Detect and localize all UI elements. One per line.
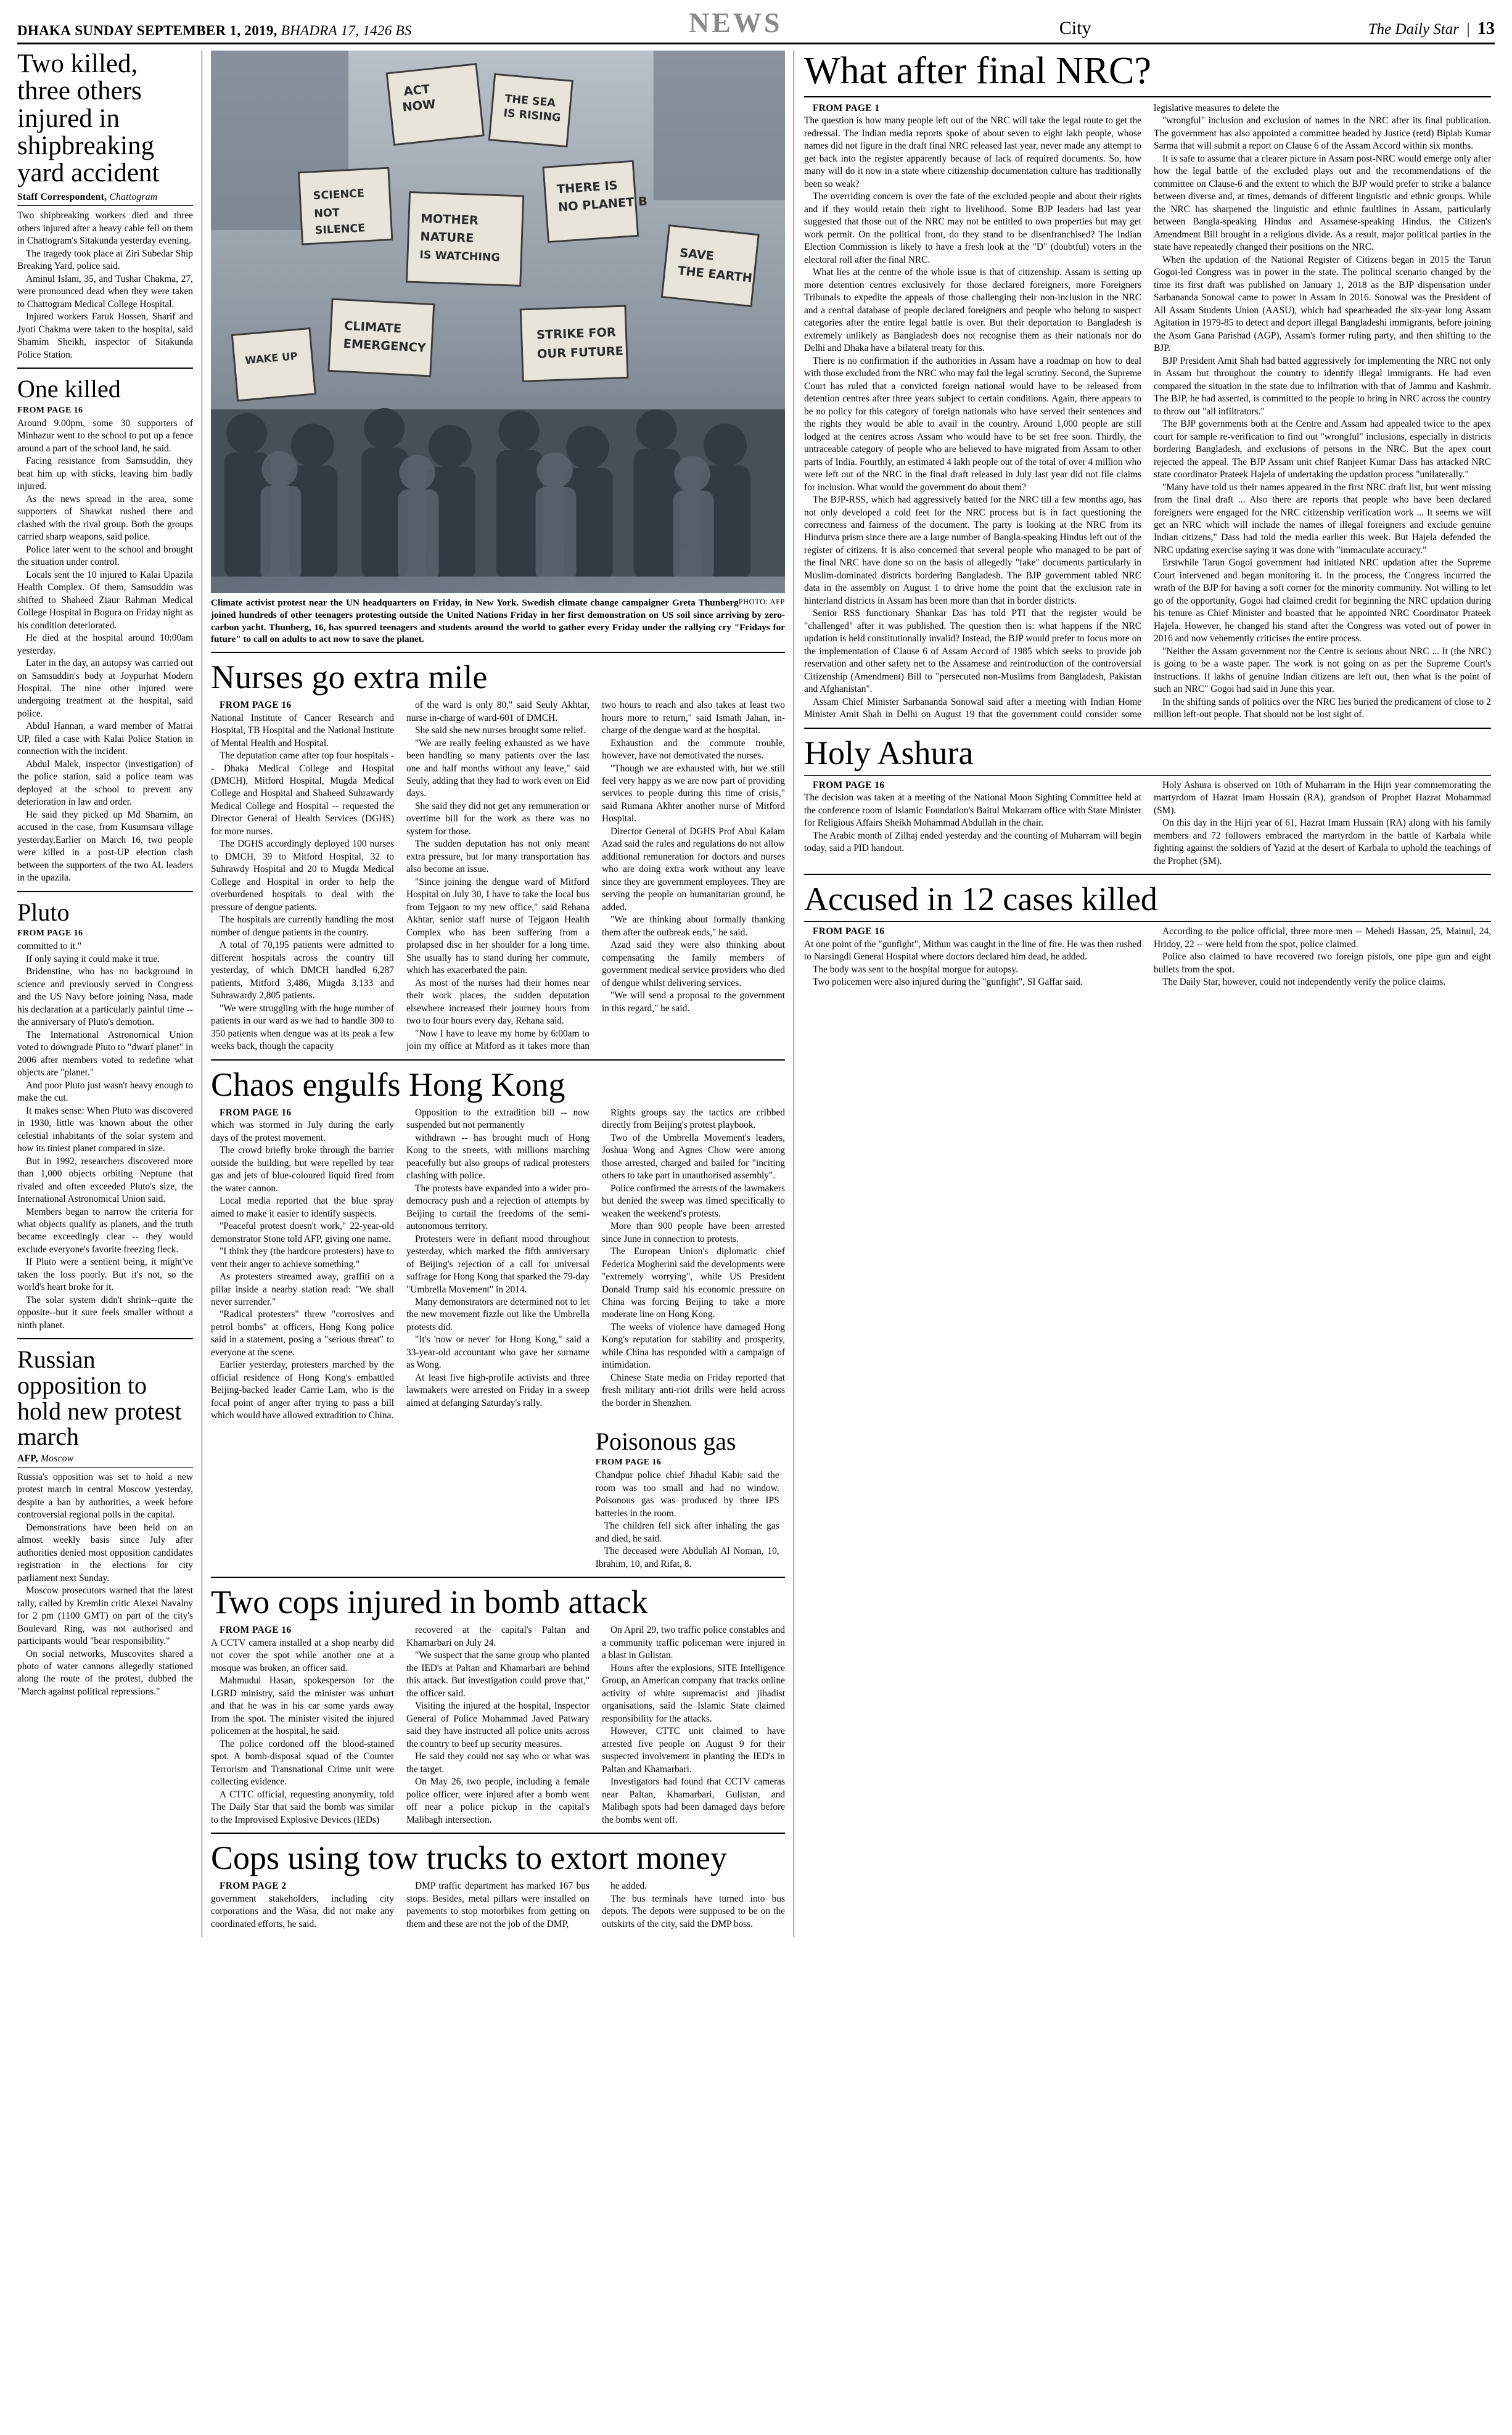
paragraph: Two of the Umbrella Movement's leaders, Joshua Wong and Agnes Chow were among those arrested, charged and bailed for "inciting others to take part in unauthorised assembly". <box>602 1132 785 1181</box>
paragraph: Aminul Islam, 35, and Tushar Chakma, 27, were pronounced dead when they were taken to Chattogram Medical College Hospital. <box>17 273 193 310</box>
paragraph: The Daily Star, however, could not independently verify the police claims. <box>1162 977 1446 988</box>
paragraph: Erstwhile Tarun Gogoi government had initiated NRC updation after the Supreme Court intervened and began monitoring it. In the process, the Congress incurred the wrath of the BJP for having a soft corner for the minority community. Not willing to let go of the opportunity, Gogoi had claimed credit for beginning the NRC updation during his tenure as Chief Minister and boasted that he appointed NRC Coordinator Prateek Hajela. However, he changed his stand after the Congress was voted out of power in 2016 and now vehemently criticises the entire process. <box>1154 557 1491 644</box>
paragraph: Mahmudul Hasan, spokesperson for the LGRD ministry, said the minister was unhurt and that he was in his car some yards away from the spot. The minister visited the injured policemen at the hospital, he said. <box>211 1675 394 1737</box>
divider <box>804 775 1491 776</box>
paragraph: Demonstrations have been held on an almost weekly basis since July after authorities denied most opposition candidates registration in the elections for city parliament next Sunday. <box>17 1522 193 1583</box>
paragraph: "We are thinking about formally thanking them after the outbreak ends," he said. <box>602 914 785 938</box>
byline <box>17 192 193 203</box>
paragraph: Police confirmed the arrests of the lawmakers but denied the sweep was timed specifically to weaken the weekend's protests. <box>602 1183 785 1219</box>
article-headline: Accused in 12 cases killed <box>804 881 1157 918</box>
jumpline: FROM PAGE 16 <box>220 1107 292 1118</box>
svg-text:THERE IS: THERE IS <box>556 178 618 197</box>
paragraph: At one point of the "gunfight", Mithun was caught in the line of fire. He was then rushed to Narsingdi General Hospital where doctors declared him dead, he added. <box>804 938 1141 963</box>
article-headline: Two killed, three others injured in shipbreaking yard accident <box>17 49 160 188</box>
paragraph: The Arabic month of Zilhaj ended yesterday and the counting of Muharram will begin today, said a PID handout. <box>804 830 1141 854</box>
paragraph: She said she new nurses brought some relief. <box>415 725 586 736</box>
page-columns <box>17 51 1495 1937</box>
svg-text:NO PLANET B: NO PLANET B <box>557 194 648 215</box>
svg-text:SCIENCE: SCIENCE <box>313 187 365 203</box>
jumpline: FROM PAGE 1 <box>813 103 880 113</box>
paragraph: The bus terminals have turned into bus depots. The depots were supposed to be on the outskirts of the city, said the DMP boss. <box>602 1893 785 1929</box>
paragraph: Assam Chief Minister Sarbananda Sonowal said after a meeting with Indian Home Minister Amit Shah in Delhi on August 19 that the government could consider some legislative measures to delete the <box>804 103 1280 720</box>
paragraph: As protesters streamed away, graffiti on a pillar inside a nearby station read: "We shall never surrender." <box>211 1271 394 1307</box>
masthead-left <box>17 23 412 39</box>
article-bomb-attack <box>211 1577 785 1826</box>
article-nrc <box>804 52 1491 721</box>
paragraph: He said they picked up Md Shamim, an accused in the case, from Kusumsara village yesterday.Earlier on March 16, two people were killed in a post-UP election clash between the supporters of the two AL leaders in the upazila. <box>17 809 193 884</box>
page-number: 13 <box>1477 19 1495 38</box>
jumpline: FROM PAGE 16 <box>813 926 885 937</box>
paragraph: Chandpur police chief Jihadul Kabir said the room was too small and had no window. Poisonous gas was produced by three IPS batteries in the room. <box>595 1470 779 1519</box>
article-headline: Russian opposition to hold new protest march <box>17 1345 182 1451</box>
paragraph: The deceased were Abdullah Al Noman, 10, Ibrahim, 10, and Rifat, 8. <box>595 1546 779 1569</box>
paragraph: If Pluto were a sentient being, it might've taken the loss poorly. But it's not, so the world's heart broke for it. <box>17 1257 193 1293</box>
paragraph: The police cordoned off the blood-stained spot. A bomb-disposal squad of the Counter Terrorism and Transnational Crime unit were collecting evidence. <box>211 1738 394 1788</box>
article-body <box>211 1107 785 1423</box>
svg-text:THE SEA: THE SEA <box>504 92 556 110</box>
article-headline: Cops using tow trucks to extort money <box>211 1839 727 1877</box>
svg-text:SILENCE: SILENCE <box>314 222 366 237</box>
paragraph: The International Astronomical Union voted to downgrade Pluto to "dwarf planet" in 2006 after members voted to redefine what objects are "planet." <box>17 1029 193 1078</box>
svg-text:CLIMATE: CLIMATE <box>343 318 402 336</box>
svg-text:IS WATCHING: IS WATCHING <box>419 248 501 265</box>
paragraph: Azad said they were also thinking about compensating the family members of government medical service providers who died of dengue whilst delivering services. <box>602 940 785 988</box>
jumpline: FROM PAGE 16 <box>17 929 83 938</box>
divider <box>17 205 193 206</box>
paragraph: The overriding concern is over the fate of the excluded people and about their rights and if they would retain their right to livelihood. Some BJP leaders had last year suggested that those out of the NRC may not be entitled to own properties but may get work permit. On the political front, do they stand to be disenfranchised? The Indian Election Commission is likely to have a fresh look at the "D" (doubtful) voters in the electoral roll after the final NRC. <box>804 191 1141 265</box>
paragraph: The solar system didn't shrink--quite the opposite--but it sure feels smaller without a ninth planet. <box>17 1294 193 1331</box>
article-headline: Poisonous gas <box>595 1427 736 1455</box>
masthead-section-label: City <box>1059 18 1091 38</box>
paragraph: On May 26, two people, including a female police officer, were injured after a bomb went off near a police pickup in the capital's Malibagh intersection. <box>406 1776 590 1825</box>
paragraph: The protests have expanded into a wider pro-democracy push and a rejection of attempts by Beijing to curtail the freedoms of the semi-autonomous territory. <box>406 1183 590 1232</box>
column-right <box>794 51 1491 1937</box>
paragraph: The question is how many people left out of the NRC will take the legal route to get the redressal. The Indian media reports spoke of about seven to eight lakh people, whose names did not figure in the draft final NRC released last year, never made any attempt to get back into the register apparently because of lack of required documents. So, how many will do it now in a state where citizenship documentation culture has traditionally been so weak? <box>804 115 1141 189</box>
paragraph: A CTTC official, requesting anonymity, told The Daily Star that said the bomb was similar to the Improvised Explosive Devices (IEDs) <box>211 1789 394 1825</box>
masthead-divider: | <box>1463 21 1474 38</box>
paragraph: "Neither the Assam government nor the Centre is serious about NRC ... It (the NRC) is going to be a waste paper. The work is not going on as per the Supreme Court's instructions. If lakhs of genuine Indian citizens are left out, then what is the point of such an NRC" Gogoi had said in June this year. <box>1154 646 1491 695</box>
paragraph: As the news spread in the area, some supporters of Shawkat rushed there and clashed with the rival group. Both the groups carried sharp weapons, said police. <box>17 493 193 543</box>
paragraph: There is no confirmation if the authorities in Assam have a roadmap on how to deal with those excluded from the NRC who may fail the legal scrutiny. Second, the Supreme Court has ruled that a convicted foreign national would have to be released from detention centres after three years subject to certain conditions. Again, there appears to be no policy for this category of foreign nationals who have served their sentences and the rights they would be able to avail in the country. Around 1,000 people are still lodged at the centres across Assam who would have to be set free soon. Thirdly, the untraceable category of people who are believed to have migrated from Assam to other parts of India. Fourthly, an estimated 4 lakh people out of the total of over 4 million who were left out of the NRC in the final draft released in July last year did not file claims for inclusion. What would the government do about them? <box>804 355 1141 493</box>
paragraph: The sudden deputation has not only meant extra pressure, but for many transportation has also become an issue. <box>406 839 590 875</box>
article-headline: Nurses go extra mile <box>211 659 488 696</box>
svg-text:THE EARTH: THE EARTH <box>677 263 753 285</box>
paragraph: Members began to narrow the criteria for what objects qualify as planets, and the truth became exceedingly clear -- they would exclude everyone's favorite freezing fleck. <box>17 1206 193 1255</box>
svg-text:OUR FUTURE: OUR FUTURE <box>536 343 624 361</box>
paragraph: Injured workers Faruk Hossen, Sharif and Jyoti Chakma were taken to the hospital, said Shamim Sheikh, inspector of Sitakunda Police Station. <box>17 311 193 360</box>
paragraph: Bridenstine, who has no background in science and previously served in Congress and the US Navy before joining Nasa, made his declaration at a particularly painful time -- the anniversary of Pluto's demotion. <box>17 966 193 1028</box>
paragraph: If only saying it could make it true. <box>26 953 160 964</box>
jumpline: FROM PAGE 16 <box>813 779 885 790</box>
paragraph: government stakeholders, including city corporations and the Wasa, did not make any coordinated efforts, he said. <box>211 1893 394 1929</box>
paragraph: recovered at the capital's Paltan and Khamarbari on July 24. <box>406 1625 590 1648</box>
paragraph: The DGHS accordingly deployed 100 nurses to DMCH, 39 to Mitford Hospital, 32 to Suhrawdy Hospital and 20 to Mugda Medical College and Hospital in order to help the overburdened hospitals to deal with the pressure of dengue patients. <box>211 839 394 913</box>
article-tow-trucks <box>211 1833 785 1931</box>
byline-name: Staff Correspondent, <box>17 192 107 203</box>
divider <box>17 1467 193 1468</box>
divider <box>804 921 1491 922</box>
article-pluto <box>17 891 193 1332</box>
article-headline: What after final NRC? <box>804 50 1151 92</box>
article-headline: One killed <box>17 375 121 403</box>
column-center <box>202 51 794 1937</box>
svg-text:STRIKE FOR: STRIKE FOR <box>536 325 617 342</box>
paragraph: As most of the nurses had their homes near their work places, the sudden deputation elsewhere increased their journey hours from two to four hours every day, Rehana said. <box>406 977 590 1027</box>
paragraph: committed to it." <box>17 941 82 952</box>
article-hong-kong <box>211 1059 785 1423</box>
paragraph: A total of 70,195 patients were admitted to different hospitals across the country till yesterday, of which DMCH handled 6,287 patients, Mitford 3,486, Mugda 3,133 and Suhrawardy 2,805 patients. <box>211 940 394 1001</box>
paragraph: Russia's opposition was set to hold a new protest march in central Moscow yesterday, despite a ban by authorities, a week before controversial regional polls in the capital. <box>17 1471 193 1521</box>
paragraph: Later in the day, an autopsy was carried out on Samsuddin's body at Joypurhat Modern Hospital. The nine other injured were undergoing treatment at the hospital, said police. <box>17 658 193 719</box>
masthead-section-word: NEWS <box>689 7 783 38</box>
paragraph: Visiting the injured at the hospital, Inspector General of Police Mohammad Javed Patwary said they have instructed all police units across the country to beef up security measures. <box>406 1701 590 1749</box>
byline-location: Chattogram <box>109 192 158 203</box>
paragraph: National Institute of Cancer Research and Hospital, TB Hospital and the National Institute of Mental Health and Hospital. <box>211 712 394 749</box>
paragraph: Two policemen were also injured during the "gunfight", SI Gaffar said. <box>813 977 1083 988</box>
paragraph: Police later went to the school and brought the situation under control. <box>17 544 193 568</box>
article-body <box>804 779 1491 868</box>
paragraph: "Radical protesters" threw "corrosives and petrol bombs" at officers, Hong Kong police said in a statement, posing a "serious threat" to everyone at the scene. <box>211 1309 394 1358</box>
paragraph: "Many have told us their names appeared in the first NRC draft list, but went missing from the final draft ... Also there are reports that people who have been declared foreigners were engaged for the NRC citizenship verification work ... It seems we will get an NRC which will include the names of illegal foreigners and exclude genuine Indian citizens," Dass had told the media earlier this week. But Hajela defended the NRC updating exercise saying it was done with "immaculate accuracy." <box>1154 482 1491 556</box>
paragraph: A CCTV camera installed at a shop nearby did not cover the spot while another one at a mosque was broken, an officer said. <box>211 1637 394 1673</box>
article-headline: Chaos engulfs Hong Kong <box>211 1066 565 1103</box>
paragraph: he added. <box>610 1881 647 1892</box>
paragraph: Holy Ashura is observed on 10th of Muharram in the Hijri year commemorating the martyrdom of Hazrat Imam Hussain (RA), grandson of Prophet Hazrat Mohammad (SM). <box>1154 779 1491 816</box>
paragraph: The BJP-RSS, which had aggressively batted for the NRC till a few months ago, has not only developed a cold feet for the NRC process but is in fact questioning the correctness and fairness of the document. The party is looking at the NRC from its Hindutva prism since there are a large number of Bangla-speaking Hindus left out of the register of citizens. It is also concerned that several people who managed to be part of the final NRC have done so on the basis of allegedly "fake" documents particularly in Muslim-dominated districts bordering Bangladesh. The BJP government tabled NRC data in the assembly on August 1 to drive home the point that the exclusion rate in hinterland districts in Assam has been more than that in border districts. <box>804 495 1141 606</box>
svg-text:EMERGENCY: EMERGENCY <box>343 336 427 355</box>
paragraph: The body was sent to the hospital morgue for autopsy. <box>813 964 1018 975</box>
article-body <box>211 1880 785 1931</box>
svg-text:NOW: NOW <box>401 97 437 115</box>
paragraph: Senior RSS functionary Shankar Das has told PTI that the register would be "challenged" after it was published. The question then is: what happens if the NRC updation is held constitutionally invalid? Instead, the BJP would prefer to focus more on the implementation of Clause 6 of Assam Accord of 1985 which seeks to provide job reservation and other safety net to the Assamese and reintroduction of the controversial Citizenship (Amendment) Bill to "persecuted non-Muslims from Bangladesh, Pakistan and Afghanistan". <box>804 608 1141 695</box>
article-nurses <box>211 652 785 1053</box>
protest-photo <box>211 51 785 593</box>
paragraph: Opposition to the extradition bill -- now suspended but not permanently <box>406 1107 590 1131</box>
paragraph: Hours after the explosions, SITE Intelligence Group, an American company that tracks online activity of white supremacist and jihadist organisations, said the Islamic State claimed responsibility for the attacks. <box>602 1662 785 1724</box>
paragraph: What lies at the centre of the whole issue is that of citizenship. Assam is setting up more detention centres exclusively for those declared foreigners, more Foreigners Tribunals to expedite the appeals of those challenging their non-inclusion in the NRC and a central database of people declared foreigners and people who belong to suspect categories after the entire legal battle is over. But their deportation to Bangladesh is extremely unlikely as Bangladesh does not recognise them as their nationals nor do Delhi and Dhaka have a bilateral treaty for this. <box>804 267 1141 354</box>
jumpline: FROM PAGE 16 <box>17 405 83 415</box>
paragraph: However, CTTC unit claimed to have arrested five people on August 9 for their suspected involvement in planting the IED's in Paltan and Khamarbari. <box>602 1726 785 1775</box>
svg-text:SAVE: SAVE <box>679 245 715 263</box>
paragraph: He said they could not say who or what was the target. <box>406 1751 590 1775</box>
paragraph: It makes sense: When Pluto was discovered in 1930, little was known about the other celestial inhabitants of the solar system and how its tiniest planet compared in size. <box>17 1105 193 1154</box>
paragraph: "Peaceful protest doesn't work," 22-year-old demonstrator Stone told AFP, giving one name. <box>211 1221 394 1244</box>
paragraph: Locals sent the 10 injured to Kalai Upazila Health Complex. Of them, Samsuddin was shifted to Shaheed Ziaur Rahman Medical College Hospital in Bogura on Friday night as his condition deteriorated. <box>17 569 193 631</box>
paragraph: "Now I have to leave my home by 6:00am to join my office at Mitford as it takes more than two hours to reach and also takes at least two hours more to return," said Ismath Jahan, in-charge of the dengue ward at the hospital. <box>406 700 785 1052</box>
paragraph: The tragedy took place at Ziri Subedar Ship Breaking Yard, police said. <box>17 248 193 272</box>
photo-credit: PHOTO: AFP <box>738 597 785 606</box>
article-body <box>804 926 1491 988</box>
paragraph: "We will send a proposal to the government in this regard," he said. <box>602 990 785 1014</box>
svg-text:ACT: ACT <box>403 81 431 99</box>
article-body <box>804 102 1491 721</box>
paragraph: She said they did not get any remuneration or overtime bill for the work as there was no system for those. <box>406 800 590 837</box>
byline-location: Moscow <box>40 1453 74 1464</box>
paragraph: Local media reported that the blue spray aimed to make it easier to identify suspects. <box>211 1196 394 1219</box>
paragraph: On this day in the Hijri year of 61, Hazrat Imam Hussain (RA) along with his family members and 72 followers embraced the martyrdom in the battle of Karbala while fighting against the soldiers of Yazid at the desert of Karbala to uphold the teachings of the Prophet (SM). <box>1154 818 1491 866</box>
masthead-city: DHAKA <box>17 23 72 38</box>
jumpline: FROM PAGE 16 <box>220 1625 292 1636</box>
paragraph: Police also claimed to have recovered two foreign pistols, one pipe gun and eight bullets from the spot. <box>1154 951 1491 975</box>
masthead-bangla-date: BHADRA 17, 1426 BS <box>281 23 412 38</box>
jumpline: FROM PAGE 16 <box>595 1458 662 1468</box>
paragraph: of the ward is only 80," said Seuly Akhtar, nurse in-charge of ward-601 of DMCH. <box>406 700 590 723</box>
photo-caption <box>211 597 785 646</box>
paragraph: According to the police official, three more men -- Mehedi Hassan, 25, Mainul, 24, Hridoy, 22 -- were held from the spot, police claimed. <box>1154 926 1491 950</box>
paragraph: "We were struggling with the huge number of patients in our ward as we had to handle 300 to 350 patients when dengue was at its peak a few weeks back, though the capacity <box>211 1003 394 1052</box>
paragraph: Moscow prosecutors warned that the latest rally, called by Kremlin critic Alexei Navalny for 2 pm (1100 GMT) on part of the city's Boulevard Ring, was not authorised and participants would "bear responsibility." <box>17 1585 193 1647</box>
paragraph: "Though we are exhausted with, but we still feel very happy as we are now part of providing services to people during this time of crisis," said Rumana Akhter another nurse of Mitford Hospital. <box>602 763 785 824</box>
paragraph: Protesters were in defiant mood throughout yesterday, which marked the fifth anniversary of Beijing's rejection of a call for universal suffrage for Hong Kong that sparked the 79-day "Umbrella Movement" in 2014. <box>406 1233 590 1295</box>
paragraph: Earlier yesterday, protesters marched by the official residence of Hong Kong's embattled Beijing-backed leader Carrie Lam, who is the focal point of anger after trying to pass a bill which would have allowed extradition to China. <box>211 1360 394 1421</box>
article-russian-opposition <box>17 1338 193 1698</box>
paragraph: The weeks of violence have damaged Hong Kong's reputation for stability and prosperity, while China has responded with a campaign of intimidation. <box>602 1321 785 1371</box>
paragraph: Abdul Hannan, a ward member of Matrai UP, filed a case with Kalai Police Station in connection with the incident. <box>17 721 193 757</box>
paragraph: Investigators had found that CCTV cameras near Paltan, Khamarbari, Gulistan, and Malibagh spots had been damaged days before the bombs went off. <box>602 1776 785 1825</box>
masthead-right <box>1368 19 1495 39</box>
photo-illustration <box>211 51 785 577</box>
paragraph: Exhaustion and the commute trouble, however, have not demotivated the nurses. <box>602 737 785 762</box>
masthead-date: SUNDAY SEPTEMBER 1, 2019, <box>75 23 277 38</box>
article-holy-ashura <box>804 728 1491 868</box>
divider <box>804 96 1491 97</box>
paragraph: "It's 'now or never' for Hong Kong," said a 33-year-old accountant who gave her surname as Wong. <box>406 1334 590 1371</box>
paper-name: The Daily Star <box>1368 21 1459 38</box>
article-poisonous-gas <box>596 1429 779 1571</box>
paragraph: On social networks, Muscovites shared a photo of water cannons allegedly stationed along the route of the protest, dubbed the "March against political repressions." <box>17 1648 193 1697</box>
paragraph: Director General of DGHS Prof Abul Kalam Azad said the rules and regulations do not allow additional remuneration for doctors and nurses who are doing extra work without any leave since they are government employees. They are serving the people on humanitarian ground, he added. <box>602 826 785 913</box>
column-left <box>17 51 202 1937</box>
paragraph: "wrongful" inclusion and exclusion of names in the NRC after its final publication. The government has also appointed a committee headed by Justice (retd) Biplab Kumar Sarma that will submit a report on Clause 6 of the Assam Accord within six months. <box>1154 115 1491 152</box>
article-body <box>211 699 785 1053</box>
paragraph: BJP President Amit Shah had batted aggressively for implementing the NRC not only in Assam but throughout the country to identify illegal immigrants. He had even compared the situation in the state due to infiltration with that of Jammu and Kashmir. The BJP, he had asserted, is committed to the people to bring in NRC across the country to throw out "all infiltrators." <box>1154 355 1491 417</box>
paragraph: In the shifting sands of politics over the NRC lies buried the predicament of close to 2 million left-out people. That should not be lost sight of. <box>1154 696 1491 720</box>
paragraph: The crowd briefly broke through the barrier outside the building, but were repelled by tear gas and jets of blue-coloured liquid fired from the water cannon. <box>211 1145 394 1194</box>
paragraph: "Since joining the dengue ward of Mitford Hospital on July 30, I have to take the local bus from Tejgaon to my new office," said Rehana Akhtar, senior staff nurse of Tejgaon Health Complex who has been suffering from a prolapsed disc in her shoulder for a long time. She usually has to stand during her commute, which has exacerbated the pain. <box>406 876 590 976</box>
paragraph: The decision was taken at a meeting of the National Moon Sighting Committee held at the conference room of Islamic Foundation's Baitul Mukarram office with State Minister for Religious Affairs Sheikh Mohammad Abdullah in the chair. <box>804 792 1141 829</box>
svg-text:MOTHER: MOTHER <box>421 211 479 228</box>
jumpline: FROM PAGE 2 <box>220 1881 287 1892</box>
masthead <box>17 0 1495 44</box>
paragraph: He died at the hospital around 10:00am yesterday. <box>17 633 193 656</box>
paragraph: On April 29, two traffic police constables and a community traffic policeman were injured in a blast in Gulistan. <box>602 1625 785 1661</box>
paragraph: Chinese State media on Friday reported that fresh military anti-riot drills were held across the border in Shenzhen. <box>602 1372 785 1408</box>
paragraph: Abdul Malek, inspector (investigation) of the police station, said a police team was deployed at the school to prevent any deterioration in law and order. <box>17 758 193 808</box>
paragraph: The deputation came after top four hospitals -- Dhaka Medical College and Hospital (DMCH), Mitford Hospital, Mugda Medical College and Hospital and Shaheed Suhrawardy Medical College and Hospital -- requested the Director General of Health Services (DGHS) for more nurses. <box>211 750 394 837</box>
svg-text:WAKE UP: WAKE UP <box>244 350 298 367</box>
paragraph: The European Union's diplomatic chief Federica Mogherini said the developments were "extremely worrying", while US President Donald Trump said his economic pressure on China was forcing Beijing to take a more moderate line on Hong Kong. <box>602 1246 785 1320</box>
svg-text:IS RISING: IS RISING <box>503 107 562 125</box>
paragraph: Around 9.00pm, some 30 supporters of Minhazur went to the school to put up a fence around a part of the school land, he said. <box>17 417 193 454</box>
svg-text:NOT: NOT <box>313 207 340 221</box>
byline-name: AFP, <box>17 1453 38 1464</box>
jumpline: FROM PAGE 16 <box>220 700 292 711</box>
article-one-killed <box>17 368 193 885</box>
paragraph: Two shipbreaking workers died and three others injured after a heavy cable fell on them in Chattogram's Sitakunda yesterday evening. <box>17 210 193 247</box>
paragraph: "We suspect that the same group who planted the IED's at Paltan and Khamarbari are behind this attack. But investigation could prove that," the officer said. <box>406 1650 590 1699</box>
paragraph: The hospitals are currently handling the most number of dengue patients in the country. <box>211 914 394 938</box>
paragraph: which was stormed in July during the early days of the protest movement. <box>211 1120 394 1143</box>
paragraph: DMP traffic department has marked 167 bus stops. Besides, metal pillars were installed on pavements to stop motorbikes from getting on them and these are not the job of the DMP, <box>406 1881 590 1929</box>
byline <box>17 1453 193 1464</box>
paragraph: The children fell sick after inhaling the gas and died, he said. <box>595 1521 779 1544</box>
article-accused-killed <box>804 874 1491 989</box>
paragraph: When the updation of the National Register of Citizens began in 2015 the Tarun Gogoi-led Congress was in power in the state. The political scenario changed by the time its first draft was published on January 1, 2018 as the BJP dispensation under Sarbananda Sonowal came to power in Assam in 2016. Sonowal was the President of All Assam Students Union (AASU), which had spearheaded the six-year long Assam Agitation in 1979-85 to detect and deport illegal Bangladeshi immigrants, before joining the Asom Gana Parishad (AGP), Assam's former ruling party, and then shifting to the BJP. <box>1154 254 1491 354</box>
paragraph: Many demonstrators are determined not to let the new movement fizzle out like the Umbrella protests did. <box>406 1296 590 1332</box>
article-headline: Two cops injured in bomb attack <box>211 1583 648 1621</box>
paragraph: "We are really feeling exhausted as we have been handling so many patients over the last one and half months without any leave," said Seuly, adding that they had to work even on Eid days. <box>406 737 590 799</box>
paragraph: Facing resistance from Samsuddin, they beat him up with sticks, leaving him badly injured. <box>17 456 193 492</box>
paragraph: "I think they (the hardcore protesters) have to vent their anger to achieve something." <box>211 1246 394 1270</box>
paragraph: And poor Pluto just wasn't heavy enough to make the cut. <box>17 1080 193 1104</box>
paragraph: More than 900 people have been arrested since June in connection to protests. <box>602 1221 785 1244</box>
article-shipbreaking <box>17 51 193 361</box>
caption-text: Climate activist protest near the UN headquarters on Friday, in New York. Swedish climate change campaigner Greta Thunberg joined hundreds of other teenagers protesting outside the United Nations Friday in her first demonstration on US soil since arriving by zero-carbon yacht. Thunberg, 16, has spurred teenagers and students around the world to gather every Friday under the rallying cry "Fridays for future" to call on adults to act now to save the planet. <box>211 597 785 645</box>
article-body <box>211 1624 785 1826</box>
photo-figure <box>211 51 785 646</box>
paragraph: At least five high-profile activists and three lawmakers were arrested on Friday in a sweep aimed at defanging Saturday's rally. <box>406 1372 590 1408</box>
paragraph: The BJP governments both at the Centre and Assam had appealed twice to the apex court for sample re-verification to find out "wrongful" inclusions, especially in districts bordering Bangladesh, and exclusions of persons in the NRC. But the apex court rejected the appeal. The BJP Assam unit chief Ranjeet Kumar Dass has attacked NRC state coordinator Prateek Hajela of undertaking the updation process "unilaterally." <box>1154 419 1491 480</box>
article-headline: Pluto <box>17 898 70 926</box>
paragraph: But in 1992, researchers discovered more than 1,000 objects orbiting Neptune that rivaled and often exceeded Pluto's size, the International Astronomical Union said. <box>17 1156 193 1205</box>
paragraph: withdrawn -- has brought much of Hong Kong to the streets, with millions marching peacefully but also groups of radical protesters clashing with police. <box>406 1132 590 1181</box>
article-headline: Holy Ashura <box>804 734 974 771</box>
paragraph: It is safe to assume that a clearer picture in Assam post-NRC would emerge only after how the legal battle of the excluded plays out and the recommendations of the committee on Clause-6 and the extent to which the BJP would prefer to strike a balance between diverse and, at times, demands of different linguistic and ethnic groups. While the NRC has sharpened the linguistic and ethnic faultlines in Assam, particularly between Bangla-speaking Hindus and Assamese-speaking Hindus, the Citizen's Amendment Bill brought in a religious divide. As a result, major political parties in the state have repeatedly changed their positions on the NRC. <box>1154 153 1491 253</box>
svg-text:NATURE: NATURE <box>420 229 474 245</box>
paragraph: Rights groups say the tactics are cribbed directly from Beijing's protest playbook. <box>602 1107 785 1131</box>
